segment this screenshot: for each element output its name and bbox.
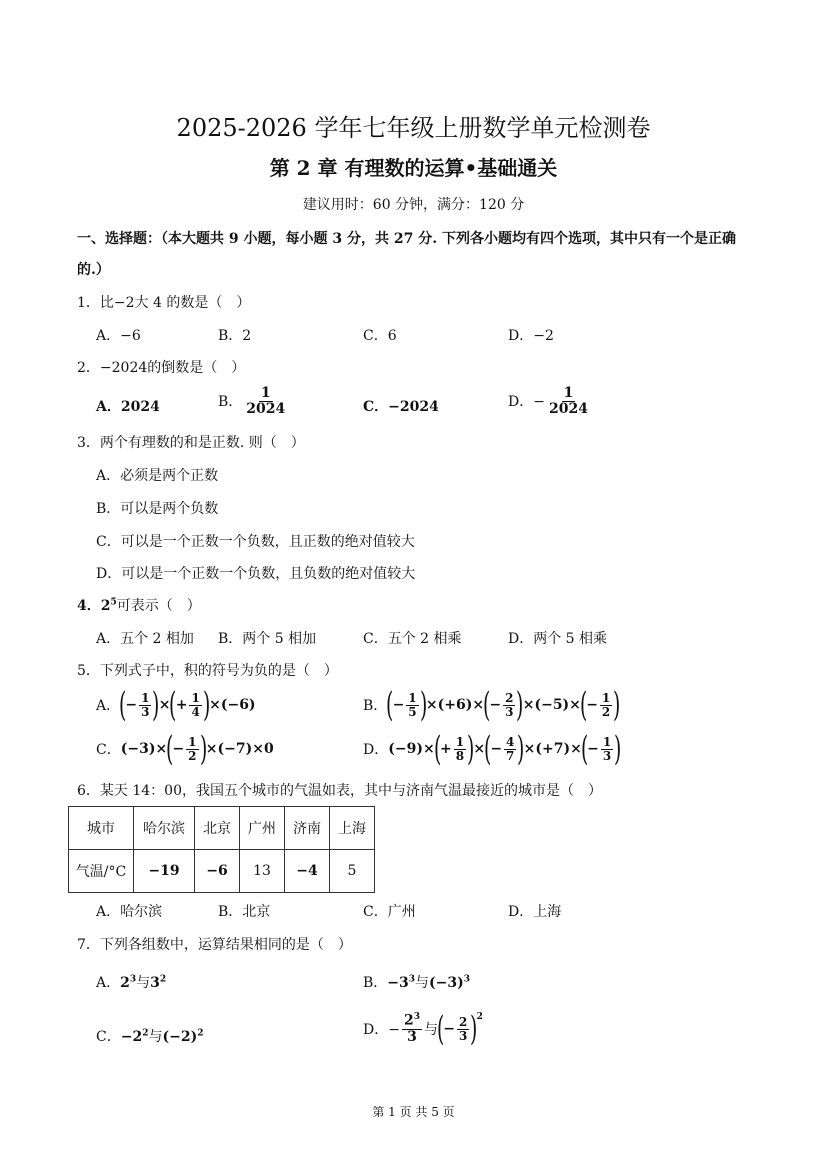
question-3-option-b: B．可以是两个负数 <box>96 501 219 517</box>
fraction <box>601 736 613 762</box>
document-title: 2025-2026 学年七年级上册数学单元检测卷 <box>176 114 651 142</box>
question-5-option-b <box>363 685 621 725</box>
option-label: D． <box>363 742 389 758</box>
table-cell: −6 <box>195 850 240 893</box>
power-exponent: 3 <box>129 974 137 985</box>
question-7-stem: 7．下列各组数中，运算结果相同的是（ ） <box>77 937 352 953</box>
question-6-option-a: A．哈尔滨 <box>96 904 163 920</box>
denominator: 4 <box>191 704 200 719</box>
table-cell: 上海 <box>330 807 375 850</box>
denominator: 5 <box>408 704 417 719</box>
numerator: 1 <box>455 734 465 749</box>
table-cell: 济南 <box>285 807 330 850</box>
power-exponent: 3 <box>463 974 471 985</box>
question-4-stem <box>77 595 201 615</box>
table-cell: 北京 <box>195 807 240 850</box>
fraction <box>457 1016 469 1042</box>
question-1-option-b: B．2 <box>218 328 252 344</box>
math-expression: (−3)× ( − $\frac{1}{2}$ ) ×(−7)×0 <box>120 729 274 769</box>
fraction <box>402 1013 422 1044</box>
fraction <box>600 692 612 718</box>
numerator: 1 <box>601 690 611 705</box>
math-expression: ( − $\frac{1}{3}$ ) × ( + $\frac{1}{4}$ ) ×(−6) <box>119 685 256 725</box>
power-exponent: 3 <box>408 974 416 985</box>
connector-text: 与 <box>148 1029 163 1045</box>
fraction <box>186 736 198 762</box>
denominator: 2 <box>188 748 197 763</box>
fraction <box>454 736 466 762</box>
expression-head: (−9)× <box>388 741 435 757</box>
table-cell: −4 <box>285 850 330 893</box>
question-6-option-b: B．北京 <box>218 904 271 920</box>
section-heading-line1: 一、选择题：（本大题共 9 小题，每小题 3 分，共 27 分. 下列各小题均有四个选项，其中只有一个是正确 <box>77 231 736 247</box>
power-exponent: 2 <box>142 1028 149 1039</box>
option-label: A． <box>96 698 121 714</box>
page-footer: 第 1 页 共 5 页 <box>372 1105 455 1119</box>
section-heading-line2: 的.） <box>77 262 110 278</box>
table-cell: 气温/°C <box>69 850 134 893</box>
numerator: 2 <box>403 1013 414 1030</box>
expression-middle: ×(−5)× <box>522 697 581 713</box>
numerator: 4 <box>506 734 515 749</box>
power-base: 3 <box>150 975 160 991</box>
question-1-option-d: D．−2 <box>508 328 554 344</box>
question-6-stem: 6．某天 14：00，我国五个城市的气温如表，其中与济南气温最接近的城市是（ ） <box>77 783 602 799</box>
expression-tail: ×(−7)×0 <box>205 741 274 757</box>
math-expression: ( − $\frac{1}{5}$ ) ×(+6)× ( − $\frac{2}{3}$ ) ×(−5)× ( − $\frac{1}{2}$ ) <box>386 685 621 725</box>
denominator: 3 <box>505 704 514 719</box>
connector-text: 与 <box>415 975 430 991</box>
denominator: 7 <box>506 748 515 763</box>
denominator: 3 <box>141 704 150 719</box>
question-2-option-b <box>218 386 289 416</box>
numerator: 2 <box>505 690 514 705</box>
numerator: 1 <box>563 385 574 401</box>
table-cell: 广州 <box>240 807 285 850</box>
temperature-table <box>68 806 375 893</box>
expression-middle: ×(+6)× <box>425 697 485 713</box>
question-2-option-a: A．2024 <box>96 399 160 415</box>
math-expression: (−9)× ( + $\frac{1}{8}$ ) × ( − $\frac{4}{7}$ ) ×(+7)× ( − $\frac{1}{3}$ ) <box>388 729 622 769</box>
option-label: D．− <box>363 1022 400 1038</box>
question-5-option-a <box>96 685 256 725</box>
question-3-option-a: A．必须是两个正数 <box>96 468 219 484</box>
denominator: 3 <box>407 1028 417 1045</box>
question-5-stem: 5．下列式子中，积的符号为负的是（ ） <box>77 663 338 679</box>
question-2-option-d <box>508 386 592 416</box>
power-base: −2 <box>120 1029 143 1045</box>
power-exponent: 3 <box>413 1012 420 1023</box>
question-6-option-c: C．广州 <box>363 904 416 920</box>
power-exponent: 5 <box>110 597 117 608</box>
power-base: 4．2 <box>77 598 111 614</box>
power-base: (−3) <box>429 975 464 991</box>
question-1-option-c: C．6 <box>363 328 397 344</box>
denominator: 2024 <box>246 400 286 417</box>
question-3-option-d: D．可以是一个正数一个负数，且负数的绝对值较大 <box>96 566 416 582</box>
numerator: 1 <box>602 734 612 749</box>
question-5-option-c <box>96 729 274 769</box>
question-6-option-d: D．上海 <box>508 904 562 920</box>
option-label: D．− <box>508 394 545 411</box>
connector-text: 与 <box>136 975 151 991</box>
question-1-option-a: A．−6 <box>96 328 141 344</box>
option-label: A． <box>96 975 121 991</box>
option-label: C． <box>96 1029 121 1045</box>
fraction <box>503 692 515 718</box>
fraction <box>244 386 287 416</box>
question-7-option-d <box>363 1009 483 1049</box>
denominator: 3 <box>458 1028 468 1043</box>
expression-middle: ×(+7)× <box>523 741 582 757</box>
fraction <box>189 692 201 718</box>
option-label: B． <box>363 975 388 991</box>
question-7-option-a <box>96 972 166 992</box>
numerator: 1 <box>191 690 200 705</box>
numerator: 2 <box>458 1014 468 1029</box>
numerator: 1 <box>141 690 150 705</box>
numerator: 1 <box>260 385 271 401</box>
fraction <box>547 386 590 416</box>
table-cell: 城市 <box>69 807 134 850</box>
stem-text: 可表示（ ） <box>116 598 201 614</box>
option-label: C． <box>96 742 121 758</box>
question-5-option-d <box>363 729 622 769</box>
denominator: 3 <box>602 748 612 763</box>
expression-head: (−3)× <box>120 741 168 757</box>
table-row <box>69 807 375 850</box>
exam-meta: 建议用时：60 分钟，满分：120 分 <box>302 197 525 213</box>
question-2-stem: 2．−2024的倒数是（ ） <box>77 360 246 376</box>
numerator: 1 <box>188 734 197 749</box>
fraction <box>406 692 418 718</box>
power-base: −3 <box>387 975 409 991</box>
question-1-stem: 1．比−2大 4 的数是（ ） <box>77 295 251 311</box>
option-label: B． <box>218 394 243 411</box>
table-cell: 哈尔滨 <box>134 807 195 850</box>
power-exponent: 2 <box>159 974 167 985</box>
table-cell: 13 <box>240 850 285 893</box>
power-exponent: 2 <box>197 1028 204 1039</box>
connector-text: 与 <box>423 1022 438 1038</box>
question-3-option-c: C．可以是一个正数一个负数，且正数的绝对值较大 <box>96 534 415 550</box>
option-label: B． <box>363 698 388 714</box>
question-7-option-b <box>363 972 470 992</box>
question-7-option-c <box>96 1026 203 1046</box>
question-4-option-b: B．两个 5 相加 <box>218 631 317 647</box>
chapter-subtitle: 第 2 章 有理数的运算•基础通关 <box>269 156 558 180</box>
fraction <box>504 736 516 762</box>
fraction <box>139 692 151 718</box>
table-cell: −19 <box>134 850 195 893</box>
expression-tail: ×(−6) <box>209 697 256 713</box>
table-cell: 5 <box>330 850 375 893</box>
table-row <box>69 850 375 893</box>
question-2-option-c: C．−2024 <box>363 399 439 415</box>
denominator: 8 <box>455 748 465 763</box>
power-base: 2 <box>120 975 130 991</box>
question-4-option-a: A．五个 2 相加 <box>96 631 194 647</box>
numerator: 1 <box>408 690 417 705</box>
denominator: 2 <box>601 704 611 719</box>
question-4-option-d: D．两个 5 相乘 <box>508 631 608 647</box>
math-expression: ( − $\frac{2}{3}$ ) 2 <box>436 1009 483 1049</box>
question-4-option-c: C．五个 2 相乘 <box>363 631 462 647</box>
question-3-stem: 3．两个有理数的和是正数. 则（ ） <box>77 435 305 451</box>
power-exponent: 2 <box>476 1012 483 1022</box>
denominator: 2024 <box>548 400 588 417</box>
power-base: (−2) <box>162 1029 198 1045</box>
